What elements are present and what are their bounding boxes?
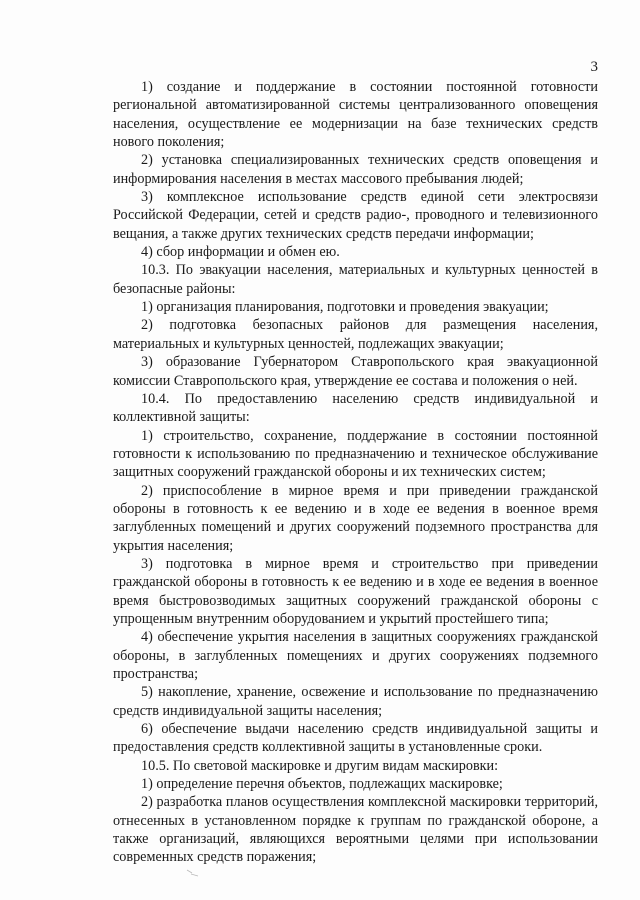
- document-body: [113, 78, 598, 867]
- paragraph-evacuation-3: 3) образование Губернатором Ставропольского края эвакуационной комиссии Ставропольского края, утверждение ее состава и положения о ней.: [113, 354, 598, 389]
- paragraph-camouflage-1: 1) определение перечня объектов, подлежащих маскировке;: [141, 776, 503, 793]
- paragraph-notification-1: 1) создание и поддержание в состоянии постоянной готовности региональной автоматизированной системы централизованного оповещения населения, осуществление ее модернизации на базе технических средств нового поколения;: [113, 79, 598, 151]
- page-number: 3: [590, 59, 598, 75]
- paragraph-notification-4: 4) сбор информации и обмен ею.: [141, 244, 340, 261]
- paragraph-protection-1: 1) строительство, сохранение, поддержание в состоянии постоянной готовности к использованию по предназначению и техническое обслуживание защитных сооружений гражданской обороны и их технических систем;: [113, 427, 598, 481]
- paragraph-camouflage-2: 2) разработка планов осуществления комплексной маскировки территорий, отнесенных в установленном порядке к группам по гражданской обороне, а также организаций, являющихся вероятными целями при использовании современных средств поражения;: [113, 794, 598, 866]
- section-heading-10-5: 10.5. По световой маскировке и другим видам маскировки:: [141, 757, 499, 774]
- paragraph-protection-5: 5) накопление, хранение, освежение и использование по предназначению средств индивидуальной защиты населения;: [113, 684, 598, 719]
- paragraph-protection-6: 6) обеспечение выдачи населению средств индивидуальной защиты и предоставления средств коллективной защиты в установленные сроки.: [113, 721, 598, 756]
- paragraph-protection-4: 4) обеспечение укрытия населения в защитных сооружениях гражданской обороны, в заглубленных помещениях и других сооружениях подземного пространства;: [113, 629, 598, 682]
- paragraph-protection-2: 2) приспособление в мирное время и при приведении гражданской обороны в готовность к ее ведению и в ходе ее ведения в военное время заглубленных помещений и других сооружений подземного пространства для укрытия населения;: [113, 482, 598, 554]
- scan-smudge: [186, 868, 200, 878]
- paragraph-notification-3: 3) комплексное использование средств единой сети электросвязи Российской Федерации, сетей и средств радио-, проводного и телевизионного вещания, а также других технических средств передачи информации;: [113, 189, 598, 242]
- paragraph-evacuation-1: 1) организация планирования, подготовки и проведения эвакуации;: [141, 299, 549, 316]
- paragraph-evacuation-2: 2) подготовка безопасных районов для размещения населения, материальных и культурных ценностей, подлежащих эвакуации;: [113, 317, 598, 352]
- section-heading-10-3: 10.3. По эвакуации населения, материальных и культурных ценностей в безопасные районы:: [113, 262, 598, 297]
- paragraph-notification-2: 2) установка специализированных технических средств оповещения и информирования населения в местах массового пребывания людей;: [113, 152, 598, 187]
- paragraph-protection-3: 3) подготовка в мирное время и строительство при приведении гражданской обороны в готовность к ее ведению и в ходе ее ведения в военное время быстровозводимых защитных сооружений гражданской обороны с упрощенным внутренним оборудованием и укрытий простейшего типа;: [113, 555, 598, 627]
- section-heading-10-4: 10.4. По предоставлению населению средств индивидуальной и коллективной защиты:: [113, 390, 598, 426]
